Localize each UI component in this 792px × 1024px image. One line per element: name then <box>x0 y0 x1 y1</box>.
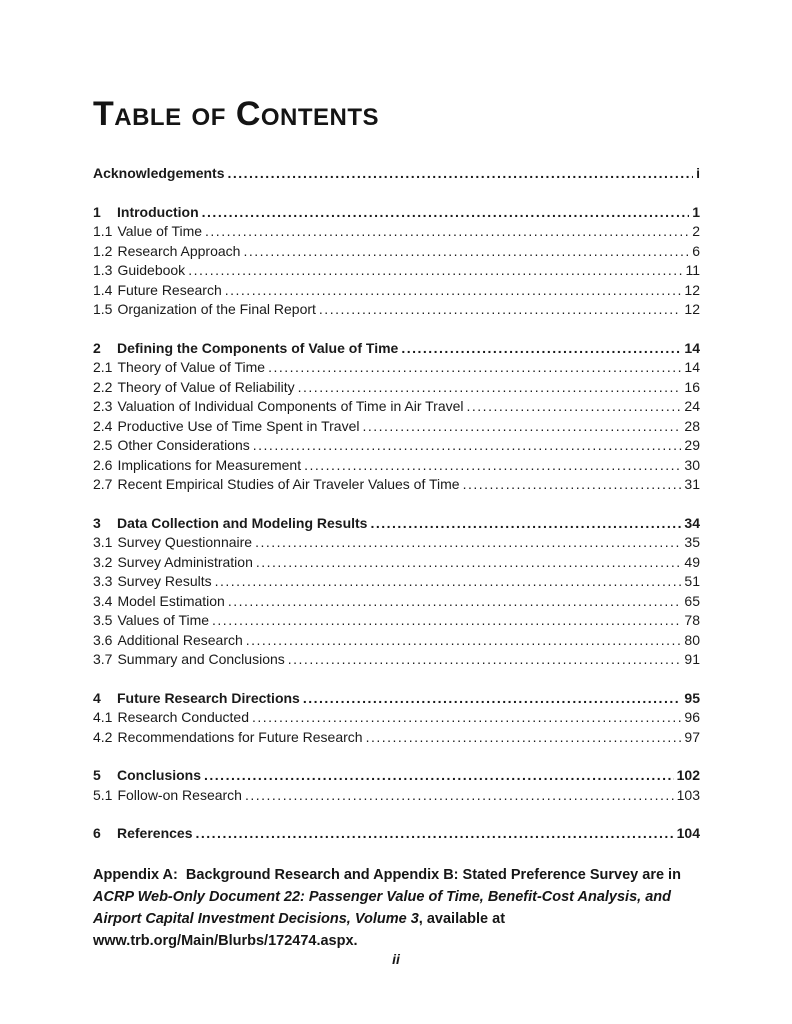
toc-entry-page: 96 <box>684 709 700 725</box>
toc-entry-label: Theory of Value of Time <box>117 359 266 375</box>
toc-entry <box>93 222 700 242</box>
toc-dot-leader <box>227 164 693 184</box>
toc-entry-label: Value of Time <box>117 223 203 239</box>
toc-entry-page: 12 <box>684 301 700 317</box>
toc-entry-number: 1.5 <box>93 301 113 317</box>
toc-entry <box>93 650 700 670</box>
toc-entry-page: 95 <box>684 689 700 706</box>
toc-dot-leader <box>268 358 681 378</box>
toc-entry-page: 6 <box>692 242 700 259</box>
toc-entry-page: 2 <box>692 223 700 239</box>
toc-entry-page: 31 <box>684 476 700 492</box>
toc-dot-leader <box>319 300 682 320</box>
toc-entry-number: 2.4 <box>93 417 113 434</box>
toc-entry-label: Implications for Measurement <box>117 456 302 473</box>
toc-entry <box>93 242 700 262</box>
toc-dot-leader <box>228 592 682 612</box>
toc-dot-leader <box>225 281 682 301</box>
toc-entry-number: 4.1 <box>93 709 113 725</box>
toc-entry <box>93 766 700 786</box>
toc-entry-label: Survey Administration <box>117 553 253 570</box>
toc-dot-leader <box>202 203 690 223</box>
toc-entry-number: 4 <box>93 689 101 706</box>
appendix-note-lead: Appendix A: Background Research and Appendix B: Stated Preference Survey are in <box>93 866 681 883</box>
toc-entry-page: 11 <box>685 262 700 278</box>
toc-entry-label: Recommendations for Future Research <box>117 728 363 745</box>
toc-entry-number: 2.7 <box>93 476 113 492</box>
toc-entry <box>93 300 700 320</box>
toc-entry-label: Theory of Value of Reliability <box>117 378 295 395</box>
toc-entry-page: 29 <box>684 437 700 453</box>
toc-entry-page: 14 <box>684 339 700 356</box>
toc-entry-page: 24 <box>684 398 700 414</box>
toc-entry-label: Guidebook <box>117 262 186 278</box>
toc-entry <box>93 456 700 476</box>
toc-entry-page: 97 <box>684 728 700 745</box>
toc-dot-leader <box>215 572 682 592</box>
toc-entry-page: 28 <box>684 417 700 434</box>
toc-entry <box>93 631 700 651</box>
toc-entry-number: 5 <box>93 767 101 783</box>
toc-entry <box>93 572 700 592</box>
toc-entry-label: Recent Empirical Studies of Air Traveler Values of Time <box>117 476 460 492</box>
toc-entry-number: 2.6 <box>93 456 113 473</box>
toc-entry-label: Survey Questionnaire <box>117 534 253 550</box>
toc-entry <box>93 786 700 806</box>
toc-entry-number: 2.1 <box>93 359 113 375</box>
toc-entry-label: Conclusions <box>117 767 202 783</box>
toc-entry-number: 3.1 <box>93 534 113 550</box>
toc-entry-label: Survey Results <box>117 573 212 589</box>
toc-dot-leader <box>188 261 682 281</box>
footer-page-number: ii <box>392 951 400 967</box>
toc-entry-number: 1.3 <box>93 262 113 278</box>
toc-entry-number: 3.5 <box>93 612 113 628</box>
toc-entry-number: 3.2 <box>93 553 113 570</box>
toc-dot-leader <box>298 378 682 398</box>
toc-entry-label: Data Collection and Modeling Results <box>117 514 368 531</box>
toc-entry-number: 3 <box>93 514 101 531</box>
toc-dot-leader <box>303 689 682 709</box>
toc-entry-page: 16 <box>684 378 700 395</box>
toc-entry <box>93 728 700 748</box>
toc-entry-label: Follow-on Research <box>117 786 242 803</box>
toc-entry-label: Model Estimation <box>117 592 225 609</box>
toc-entry-number: 2.3 <box>93 398 113 414</box>
toc-entry-label: Organization of the Final Report <box>117 301 316 317</box>
toc-entry-number: 1 <box>93 203 101 220</box>
toc-dot-leader <box>246 631 682 651</box>
toc-entry-number: 3.4 <box>93 592 113 609</box>
toc-entry-label: Acknowledgements <box>93 165 225 181</box>
toc-entry-label: Research Approach <box>117 242 241 259</box>
toc-entry <box>93 281 700 301</box>
toc-entry-number: 3.3 <box>93 573 113 589</box>
toc-dot-leader <box>304 456 681 476</box>
toc-entry-label: Summary and Conclusions <box>117 651 285 667</box>
appendix-note-citation: ACRP Web-Only Document 22: Passenger Value of Time, Benefit-Cost Analysis, and Airport Capital Investment Decisions, Volume 3 <box>93 888 671 927</box>
toc-entry-label: Defining the Components of Value of Time <box>117 339 399 356</box>
toc-entry-page: 34 <box>684 514 700 531</box>
toc-entry <box>93 553 700 573</box>
toc-entry-number: 6 <box>93 825 101 841</box>
toc-dot-leader <box>205 222 689 242</box>
toc-entry-page: 30 <box>684 456 700 473</box>
toc-entry-number: 3.7 <box>93 651 113 667</box>
toc-entry <box>93 358 700 378</box>
toc-entry <box>93 708 700 728</box>
toc-dot-leader <box>463 475 682 495</box>
toc-entry-label: Valuation of Individual Components of Time in Air Travel <box>117 398 464 414</box>
toc-entry-page: 35 <box>684 534 700 550</box>
toc-entry-number: 3.6 <box>93 631 113 648</box>
toc-entry-page: 104 <box>676 825 700 841</box>
toc-dot-leader <box>401 339 681 359</box>
toc-entry <box>93 164 700 184</box>
toc-entry-page: 80 <box>684 631 700 648</box>
toc-entry-label: References <box>117 825 193 841</box>
toc-entry-label: Future Research Directions <box>117 689 300 706</box>
toc-entry <box>93 514 700 534</box>
appendix-note-tail: , available at www.trb.org/Main/Blurbs/172474.aspx. <box>93 910 506 949</box>
toc-entry-number: 1.1 <box>93 223 113 239</box>
toc-dot-leader <box>467 397 682 417</box>
toc-entry-number: 2.2 <box>93 378 113 395</box>
toc-entry-label: Additional Research <box>117 631 243 648</box>
toc-entry-number: 4.2 <box>93 728 113 745</box>
toc-entry-number: 1.4 <box>93 281 113 298</box>
toc-entry-number: 2 <box>93 339 101 356</box>
toc-entry <box>93 261 700 281</box>
toc-entry-number: 1.2 <box>93 242 113 259</box>
toc-dot-leader <box>253 436 682 456</box>
toc-dot-leader <box>212 611 681 631</box>
toc-entry-number: 5.1 <box>93 786 113 803</box>
toc-entry-label: Future Research <box>117 281 222 298</box>
appendix-note <box>93 864 700 952</box>
toc-entry-page: 103 <box>676 786 700 803</box>
toc-entry-page: 65 <box>684 592 700 609</box>
toc-entry-page: 102 <box>676 767 700 783</box>
toc-entry-page: 14 <box>684 359 700 375</box>
toc-dot-leader <box>204 766 674 786</box>
toc-entry-label: Research Conducted <box>117 709 249 725</box>
toc-dot-leader <box>366 728 682 748</box>
toc-entry-page: i <box>696 165 700 181</box>
toc-entry <box>93 689 700 709</box>
toc-entry <box>93 592 700 612</box>
toc-entry-number: 2.5 <box>93 437 113 453</box>
toc-dot-leader <box>256 553 682 573</box>
toc-dot-leader <box>362 417 681 437</box>
toc-dot-leader <box>196 824 674 844</box>
toc-entry <box>93 339 700 359</box>
toc-dot-leader <box>252 708 681 728</box>
toc-entry-label: Other Considerations <box>117 437 250 453</box>
toc-entry <box>93 824 700 844</box>
toc-entry-label: Productive Use of Time Spent in Travel <box>117 417 360 434</box>
toc-entry-label: Values of Time <box>117 612 210 628</box>
toc-entry <box>93 611 700 631</box>
toc-dot-leader <box>255 533 681 553</box>
toc-entry-page: 91 <box>684 651 700 667</box>
toc-entry <box>93 378 700 398</box>
page-title: Table of Contents <box>93 95 380 133</box>
toc-entry-page: 49 <box>684 553 700 570</box>
toc-dot-leader <box>245 786 674 806</box>
toc-dot-leader <box>288 650 682 670</box>
toc-entry-label: Introduction <box>117 203 199 220</box>
toc-entry-page: 51 <box>684 573 700 589</box>
toc-entry-page: 78 <box>684 612 700 628</box>
toc-entry <box>93 436 700 456</box>
toc-entry <box>93 203 700 223</box>
toc-entry <box>93 417 700 437</box>
toc-entry-page: 1 <box>692 203 700 220</box>
toc-dot-leader <box>243 242 689 262</box>
toc-list <box>93 164 700 844</box>
toc-entry-page: 12 <box>684 281 700 298</box>
toc-entry <box>93 475 700 495</box>
toc-entry <box>93 397 700 417</box>
toc-entry <box>93 533 700 553</box>
toc-dot-leader <box>370 514 681 534</box>
